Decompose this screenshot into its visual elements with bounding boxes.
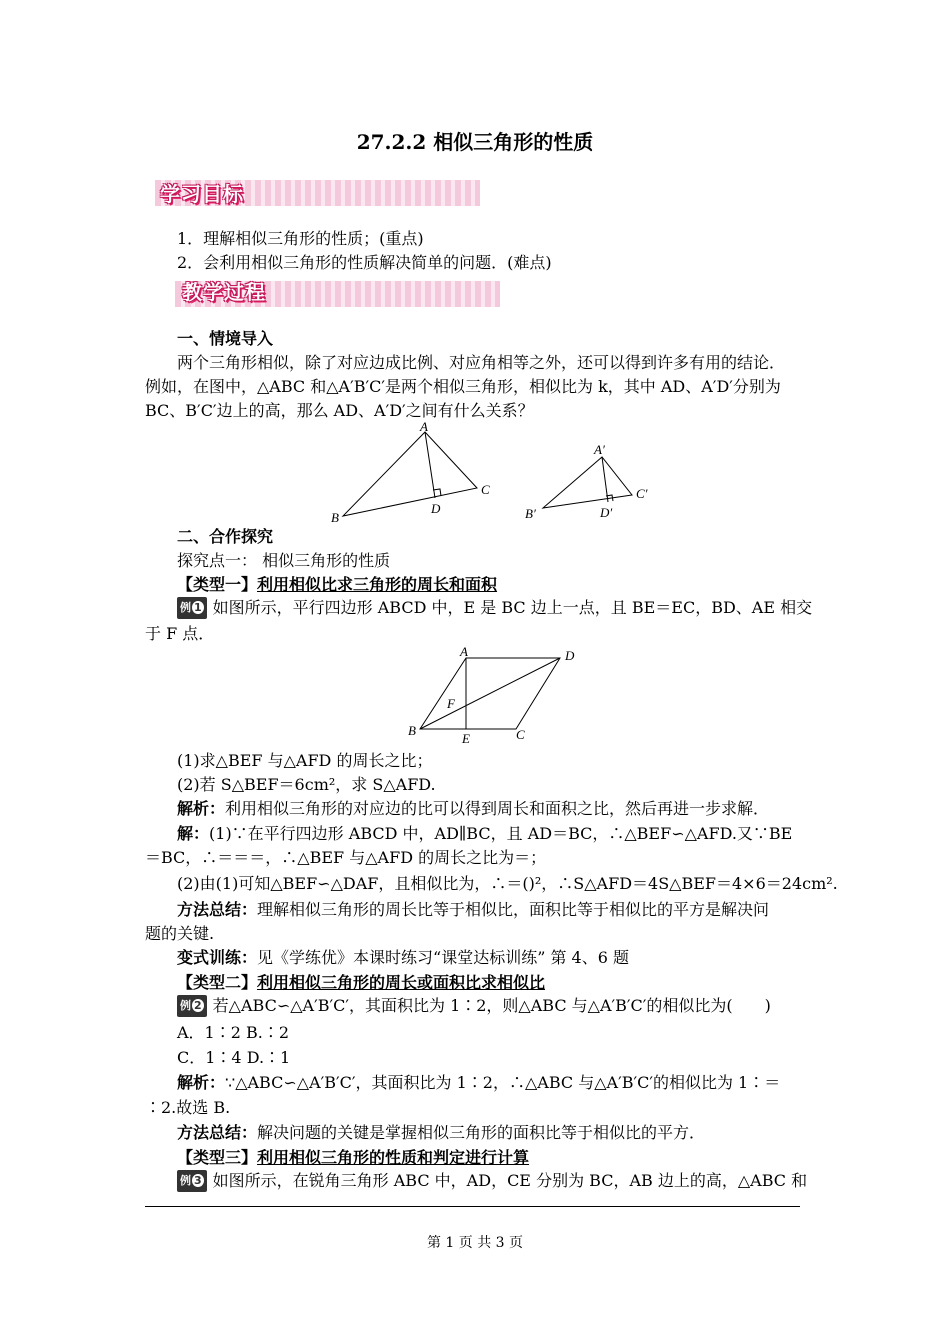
example-3-text: 如图所示，在锐角三角形 ABC 中，AD，CE 分别为 BC，AB 边上的高，△ABC 和 — [212, 1171, 808, 1190]
label-c: C — [481, 482, 490, 497]
type-3-heading — [177, 1147, 529, 1169]
analysis-2-cont: ∶2.故选 B. — [145, 1098, 231, 1117]
label-e: E — [462, 731, 470, 746]
label-b-prime: B′ — [525, 506, 536, 521]
explore-point-1: 探究点一： 相似三角形的性质 — [177, 551, 391, 570]
page-number: 第 1 页 共 3 页 — [426, 1235, 524, 1251]
similar-triangles-figure — [325, 420, 665, 525]
type-2-heading — [177, 972, 545, 994]
altitude-ad — [425, 432, 435, 498]
option-c-d: C．1∶4 D.∶1 — [177, 1048, 291, 1067]
section-1-heading: 一、情境导入 — [177, 329, 274, 348]
analysis-2: 解析：∵△ABC∽△A′B′C′，其面积比为 1∶2，∴△ABC 与△A′B′C′的相似比为 1∶＝ — [177, 1073, 781, 1092]
label-d: D — [431, 501, 441, 516]
goal-2: 2．会利用相似三角形的性质解决简单的问题．(难点) — [177, 253, 552, 272]
type-2-title: 利用相似三角形的周长或面积比求相似比 — [257, 973, 546, 992]
example-3-badge: 例 3 — [177, 1170, 207, 1192]
label-f: F — [447, 696, 455, 711]
triangle-a2b2c2 — [543, 457, 632, 508]
method-summary-1: 方法总结：理解相似三角形的周长比等于相似比，面积比等于相似比的平方是解决问 — [177, 900, 770, 919]
example-2-badge: 例 2 — [177, 995, 207, 1017]
type-1-title: 利用相似比求三角形的周长和面积 — [257, 575, 498, 594]
example-2 — [177, 995, 771, 1017]
parallelogram-figure — [400, 642, 590, 750]
intro-line-1: 两个三角形相似，除了对应边成比例、对应角相等之外，还可以得到许多有用的结论． — [177, 353, 786, 372]
solution-1-line-2: ＝BC，∴＝＝＝，∴△BEF 与△AFD 的周长之比为＝； — [145, 848, 547, 867]
type-2-bracket: 【类型二】 — [177, 973, 258, 992]
label-c-prime: C′ — [636, 486, 648, 501]
intro-line-2: 例如，在图中，△ABC 和△A′B′C′是两个相似三角形，相似比为 k，其中 AD、A′D′分别为 — [145, 377, 781, 396]
footer-divider — [145, 1206, 800, 1207]
method-summary-1-cont: 题的关键. — [145, 924, 215, 943]
type-3-bracket: 【类型三】 — [177, 1148, 258, 1167]
label-d: D — [565, 648, 575, 663]
example-3 — [177, 1170, 807, 1192]
diagonal-bd — [420, 658, 560, 729]
question-2: (2)若 S△BEF＝6cm²，求 S△AFD. — [177, 775, 436, 794]
type-1-heading — [177, 574, 497, 596]
analysis-1: 解析：利用相似三角形的对应边的比可以得到周长和面积之比，然后再进一步求解． — [177, 799, 770, 818]
goal-1: 1．理解相似三角形的性质；(重点) — [177, 229, 424, 248]
label-b: B — [408, 723, 416, 738]
label-a: A — [460, 644, 468, 659]
example-2-text: 若△ABC∽△A′B′C′，其面积比为 1∶2，则△ABC 与△A′B′C′的相似比为( ) — [212, 996, 771, 1015]
goals-banner-label: 学习目标 — [160, 182, 244, 206]
solution-1-line-1: 解：(1)∵在平行四边形 ABCD 中，AD∥BC，且 AD＝BC，∴△BEF∽△AFD.又∵BE — [177, 824, 793, 843]
label-c: C — [516, 727, 525, 742]
label-b: B — [331, 510, 339, 525]
triangle-abc — [343, 432, 477, 516]
label-d-prime: D′ — [600, 505, 613, 520]
type-1-bracket: 【类型一】 — [177, 575, 258, 594]
label-a: A — [420, 420, 428, 434]
example-1-line-2: 于 F 点． — [145, 624, 215, 643]
question-1: (1)求△BEF 与△AFD 的周长之比； — [177, 751, 433, 770]
solution-1-line-3: (2)由(1)可知△BEF∽△DAF，且相似比为，∴＝()²，∴S△AFD＝4S△BEF＝4×6＝24cm². — [177, 874, 838, 893]
practice-note: 变式训练：见《学练优》本课时练习“课堂达标训练” 第 4、6 题 — [177, 948, 629, 967]
type-3-title: 利用相似三角形的性质和判定进行计算 — [257, 1148, 530, 1167]
example-1-line-1 — [177, 597, 812, 619]
page-title: 27.2.2 相似三角形的性质 — [356, 130, 594, 154]
example-1-text: 如图所示，平行四边形 ABCD 中，E 是 BC 边上一点，且 BE＝EC，BD、AE 相交 — [212, 598, 813, 617]
method-summary-2: 方法总结：解决问题的关键是掌握相似三角形的面积比等于相似比的平方． — [177, 1123, 706, 1142]
process-banner-label: 教学过程 — [182, 280, 266, 304]
example-1-badge: 例 1 — [177, 597, 207, 619]
label-a-prime: A′ — [594, 442, 605, 457]
option-a-b: A．1∶2 B.∶2 — [177, 1023, 290, 1042]
section-2-heading: 二、合作探究 — [177, 527, 274, 546]
intro-line-3: BC、B′C′边上的高，那么 AD、A′D′之间有什么关系？ — [145, 401, 534, 420]
